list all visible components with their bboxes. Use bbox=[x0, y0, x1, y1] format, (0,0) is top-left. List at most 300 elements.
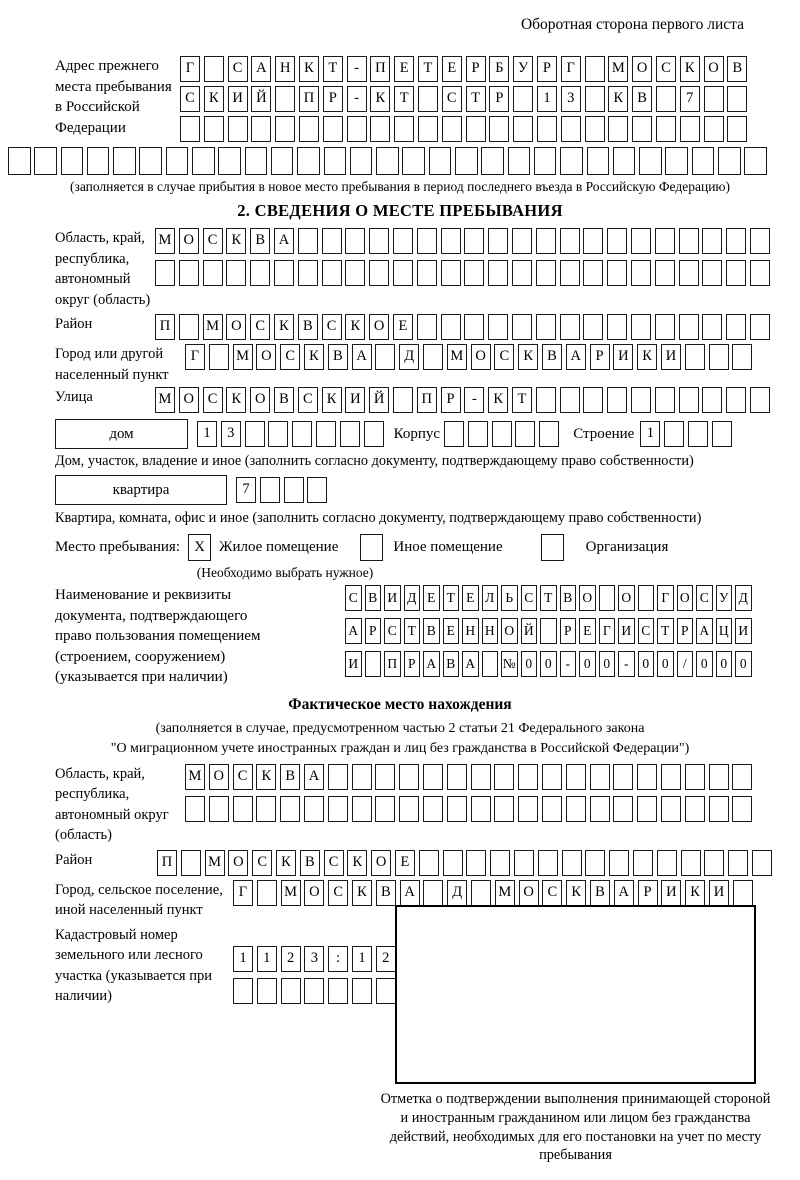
char-cell[interactable] bbox=[657, 850, 677, 876]
char-cell[interactable]: Р bbox=[590, 344, 610, 370]
char-cell[interactable] bbox=[203, 260, 223, 286]
char-cell[interactable]: И bbox=[709, 880, 729, 906]
char-cell[interactable] bbox=[587, 147, 610, 175]
char-cell[interactable] bbox=[113, 147, 136, 175]
char-cell[interactable] bbox=[209, 796, 229, 822]
char-cell[interactable] bbox=[681, 850, 701, 876]
char-cell[interactable]: М bbox=[155, 228, 175, 254]
char-cell[interactable] bbox=[155, 260, 175, 286]
char-cell[interactable] bbox=[179, 314, 199, 340]
char-cell[interactable]: М bbox=[608, 56, 628, 82]
char-cell[interactable]: С bbox=[322, 314, 342, 340]
char-cell[interactable]: О bbox=[228, 850, 248, 876]
org-checkbox[interactable] bbox=[541, 534, 564, 561]
char-cell[interactable] bbox=[328, 764, 348, 790]
char-cell[interactable]: 1 bbox=[257, 946, 277, 972]
char-cell[interactable]: С bbox=[228, 56, 248, 82]
char-cell[interactable] bbox=[631, 228, 651, 254]
char-cell[interactable] bbox=[631, 387, 651, 413]
char-cell[interactable] bbox=[444, 421, 464, 447]
char-cell[interactable] bbox=[471, 764, 491, 790]
char-cell[interactable] bbox=[393, 260, 413, 286]
char-cell[interactable] bbox=[727, 86, 747, 112]
char-cell[interactable]: 3 bbox=[304, 946, 324, 972]
char-cell[interactable]: О bbox=[501, 618, 518, 644]
char-cell[interactable] bbox=[732, 796, 752, 822]
char-cell[interactable] bbox=[257, 880, 277, 906]
char-cell[interactable]: П bbox=[384, 651, 401, 677]
char-cell[interactable] bbox=[209, 344, 229, 370]
char-cell[interactable] bbox=[639, 147, 662, 175]
char-cell[interactable]: М bbox=[185, 764, 205, 790]
char-cell[interactable]: О bbox=[226, 314, 246, 340]
char-cell[interactable] bbox=[228, 116, 248, 142]
char-cell[interactable] bbox=[508, 147, 531, 175]
char-cell[interactable]: Й bbox=[369, 387, 389, 413]
char-cell[interactable]: Е bbox=[395, 850, 415, 876]
char-cell[interactable] bbox=[585, 86, 605, 112]
char-cell[interactable]: Е bbox=[579, 618, 596, 644]
char-cell[interactable] bbox=[726, 228, 746, 254]
char-cell[interactable]: С bbox=[324, 850, 344, 876]
char-cell[interactable] bbox=[518, 796, 538, 822]
char-cell[interactable]: А bbox=[304, 764, 324, 790]
char-cell[interactable] bbox=[583, 260, 603, 286]
char-cell[interactable] bbox=[613, 764, 633, 790]
char-cell[interactable]: К bbox=[488, 387, 508, 413]
char-cell[interactable]: А bbox=[345, 618, 362, 644]
char-cell[interactable] bbox=[679, 260, 699, 286]
char-cell[interactable]: К bbox=[304, 344, 324, 370]
char-cell[interactable]: А bbox=[423, 651, 440, 677]
char-cell[interactable] bbox=[744, 147, 767, 175]
char-cell[interactable] bbox=[631, 314, 651, 340]
char-cell[interactable]: И bbox=[345, 387, 365, 413]
char-cell[interactable] bbox=[750, 314, 770, 340]
char-cell[interactable] bbox=[513, 116, 533, 142]
char-cell[interactable]: Г bbox=[185, 344, 205, 370]
char-cell[interactable] bbox=[328, 796, 348, 822]
char-cell[interactable] bbox=[441, 314, 461, 340]
char-cell[interactable] bbox=[542, 764, 562, 790]
char-cell[interactable] bbox=[752, 850, 772, 876]
char-cell[interactable]: Т bbox=[443, 585, 460, 611]
char-cell[interactable] bbox=[393, 228, 413, 254]
char-cell[interactable]: 0 bbox=[638, 651, 655, 677]
char-cell[interactable] bbox=[447, 796, 467, 822]
char-cell[interactable] bbox=[399, 796, 419, 822]
char-cell[interactable] bbox=[375, 344, 395, 370]
char-cell[interactable]: Н bbox=[482, 618, 499, 644]
char-cell[interactable]: Р bbox=[441, 387, 461, 413]
char-cell[interactable] bbox=[585, 850, 605, 876]
char-cell[interactable] bbox=[583, 387, 603, 413]
char-cell[interactable]: Р bbox=[638, 880, 658, 906]
char-cell[interactable]: О bbox=[179, 228, 199, 254]
char-cell[interactable] bbox=[455, 147, 478, 175]
char-cell[interactable] bbox=[8, 147, 31, 175]
char-cell[interactable] bbox=[518, 764, 538, 790]
char-cell[interactable]: С bbox=[233, 764, 253, 790]
char-cell[interactable] bbox=[726, 260, 746, 286]
char-cell[interactable] bbox=[709, 764, 729, 790]
char-cell[interactable] bbox=[233, 796, 253, 822]
char-cell[interactable] bbox=[418, 116, 438, 142]
char-cell[interactable]: В bbox=[423, 618, 440, 644]
char-cell[interactable] bbox=[656, 116, 676, 142]
char-cell[interactable]: А bbox=[566, 344, 586, 370]
char-cell[interactable] bbox=[585, 56, 605, 82]
char-cell[interactable] bbox=[298, 228, 318, 254]
char-cell[interactable] bbox=[560, 314, 580, 340]
char-cell[interactable] bbox=[466, 850, 486, 876]
char-cell[interactable]: М bbox=[203, 314, 223, 340]
char-cell[interactable]: О bbox=[471, 344, 491, 370]
char-cell[interactable] bbox=[417, 260, 437, 286]
char-cell[interactable] bbox=[680, 116, 700, 142]
char-cell[interactable]: В bbox=[727, 56, 747, 82]
char-cell[interactable]: 1 bbox=[537, 86, 557, 112]
char-cell[interactable]: 0 bbox=[579, 651, 596, 677]
char-cell[interactable] bbox=[599, 585, 616, 611]
char-cell[interactable] bbox=[274, 260, 294, 286]
char-cell[interactable] bbox=[560, 260, 580, 286]
char-cell[interactable] bbox=[566, 796, 586, 822]
char-cell[interactable] bbox=[87, 147, 110, 175]
char-cell[interactable] bbox=[352, 978, 372, 1004]
char-cell[interactable]: С bbox=[345, 585, 362, 611]
char-cell[interactable] bbox=[488, 314, 508, 340]
char-cell[interactable]: К bbox=[226, 387, 246, 413]
char-cell[interactable] bbox=[423, 880, 443, 906]
char-cell[interactable] bbox=[712, 421, 732, 447]
char-cell[interactable] bbox=[250, 260, 270, 286]
char-cell[interactable]: В bbox=[560, 585, 577, 611]
char-cell[interactable]: Р bbox=[537, 56, 557, 82]
char-cell[interactable] bbox=[245, 421, 265, 447]
char-cell[interactable]: М bbox=[155, 387, 175, 413]
char-cell[interactable]: 0 bbox=[696, 651, 713, 677]
char-cell[interactable]: 3 bbox=[561, 86, 581, 112]
char-cell[interactable]: Р bbox=[677, 618, 694, 644]
char-cell[interactable] bbox=[268, 421, 288, 447]
char-cell[interactable]: Н bbox=[275, 56, 295, 82]
char-cell[interactable]: - bbox=[464, 387, 484, 413]
char-cell[interactable] bbox=[607, 228, 627, 254]
char-cell[interactable]: Д bbox=[735, 585, 752, 611]
char-cell[interactable] bbox=[536, 228, 556, 254]
char-cell[interactable] bbox=[702, 387, 722, 413]
char-cell[interactable] bbox=[284, 477, 304, 503]
char-cell[interactable]: К bbox=[322, 387, 342, 413]
char-cell[interactable]: А bbox=[462, 651, 479, 677]
char-cell[interactable] bbox=[166, 147, 189, 175]
char-cell[interactable] bbox=[181, 850, 201, 876]
char-cell[interactable] bbox=[656, 86, 676, 112]
char-cell[interactable]: 2 bbox=[281, 946, 301, 972]
char-cell[interactable]: В bbox=[274, 387, 294, 413]
char-cell[interactable] bbox=[665, 147, 688, 175]
char-cell[interactable] bbox=[275, 86, 295, 112]
char-cell[interactable] bbox=[364, 421, 384, 447]
char-cell[interactable] bbox=[464, 260, 484, 286]
char-cell[interactable] bbox=[369, 260, 389, 286]
char-cell[interactable]: Е bbox=[462, 585, 479, 611]
char-cell[interactable] bbox=[633, 850, 653, 876]
char-cell[interactable] bbox=[340, 421, 360, 447]
char-cell[interactable] bbox=[418, 86, 438, 112]
char-cell[interactable]: 1 bbox=[352, 946, 372, 972]
char-cell[interactable] bbox=[423, 764, 443, 790]
char-cell[interactable] bbox=[376, 147, 399, 175]
char-cell[interactable] bbox=[637, 796, 657, 822]
char-cell[interactable] bbox=[685, 764, 705, 790]
char-cell[interactable]: Г bbox=[561, 56, 581, 82]
char-cell[interactable] bbox=[513, 86, 533, 112]
char-cell[interactable] bbox=[632, 116, 652, 142]
char-cell[interactable]: С bbox=[252, 850, 272, 876]
char-cell[interactable]: Т bbox=[404, 618, 421, 644]
char-cell[interactable] bbox=[607, 314, 627, 340]
char-cell[interactable]: Р bbox=[365, 618, 382, 644]
char-cell[interactable] bbox=[655, 228, 675, 254]
char-cell[interactable]: И bbox=[735, 618, 752, 644]
char-cell[interactable] bbox=[423, 796, 443, 822]
char-cell[interactable] bbox=[560, 228, 580, 254]
char-cell[interactable]: 0 bbox=[716, 651, 733, 677]
char-cell[interactable] bbox=[637, 764, 657, 790]
char-cell[interactable] bbox=[245, 147, 268, 175]
char-cell[interactable] bbox=[613, 796, 633, 822]
char-cell[interactable] bbox=[365, 651, 382, 677]
char-cell[interactable]: Т bbox=[657, 618, 674, 644]
char-cell[interactable] bbox=[728, 850, 748, 876]
char-cell[interactable]: С bbox=[298, 387, 318, 413]
char-cell[interactable] bbox=[702, 260, 722, 286]
char-cell[interactable] bbox=[256, 796, 276, 822]
char-cell[interactable]: П bbox=[299, 86, 319, 112]
char-cell[interactable] bbox=[583, 314, 603, 340]
char-cell[interactable] bbox=[536, 314, 556, 340]
char-cell[interactable]: И bbox=[384, 585, 401, 611]
char-cell[interactable] bbox=[732, 344, 752, 370]
char-cell[interactable]: С bbox=[696, 585, 713, 611]
char-cell[interactable] bbox=[185, 796, 205, 822]
char-cell[interactable]: № bbox=[501, 651, 518, 677]
char-cell[interactable]: В bbox=[298, 314, 318, 340]
inoe-checkbox[interactable] bbox=[360, 534, 383, 561]
char-cell[interactable] bbox=[718, 147, 741, 175]
char-cell[interactable]: О bbox=[618, 585, 635, 611]
char-cell[interactable]: В bbox=[300, 850, 320, 876]
char-cell[interactable] bbox=[750, 228, 770, 254]
char-cell[interactable]: И bbox=[613, 344, 633, 370]
char-cell[interactable]: О bbox=[632, 56, 652, 82]
char-cell[interactable] bbox=[607, 260, 627, 286]
char-cell[interactable]: А bbox=[352, 344, 372, 370]
char-cell[interactable] bbox=[655, 314, 675, 340]
char-cell[interactable]: А bbox=[696, 618, 713, 644]
char-cell[interactable] bbox=[275, 116, 295, 142]
char-cell[interactable]: С bbox=[384, 618, 401, 644]
char-cell[interactable]: 3 bbox=[221, 421, 241, 447]
char-cell[interactable]: О bbox=[256, 344, 276, 370]
char-cell[interactable]: Т bbox=[394, 86, 414, 112]
char-cell[interactable]: Е bbox=[393, 314, 413, 340]
char-cell[interactable] bbox=[490, 850, 510, 876]
char-cell[interactable] bbox=[299, 116, 319, 142]
char-cell[interactable] bbox=[540, 618, 557, 644]
char-cell[interactable]: В bbox=[328, 344, 348, 370]
char-cell[interactable]: 7 bbox=[236, 477, 256, 503]
char-cell[interactable]: М bbox=[495, 880, 515, 906]
char-cell[interactable]: К bbox=[637, 344, 657, 370]
char-cell[interactable] bbox=[488, 260, 508, 286]
char-cell[interactable] bbox=[192, 147, 215, 175]
char-cell[interactable]: 1 bbox=[233, 946, 253, 972]
char-cell[interactable]: У bbox=[513, 56, 533, 82]
char-cell[interactable] bbox=[492, 421, 512, 447]
char-cell[interactable] bbox=[702, 314, 722, 340]
char-cell[interactable] bbox=[471, 796, 491, 822]
char-cell[interactable]: П bbox=[370, 56, 390, 82]
char-cell[interactable]: В bbox=[365, 585, 382, 611]
char-cell[interactable]: Г bbox=[599, 618, 616, 644]
char-cell[interactable] bbox=[375, 796, 395, 822]
char-cell[interactable]: О bbox=[371, 850, 391, 876]
char-cell[interactable] bbox=[307, 477, 327, 503]
char-cell[interactable] bbox=[638, 585, 655, 611]
char-cell[interactable]: Г bbox=[233, 880, 253, 906]
char-cell[interactable]: О bbox=[304, 880, 324, 906]
char-cell[interactable]: С bbox=[638, 618, 655, 644]
char-cell[interactable] bbox=[512, 260, 532, 286]
char-cell[interactable]: 1 bbox=[197, 421, 217, 447]
char-cell[interactable] bbox=[328, 978, 348, 1004]
char-cell[interactable] bbox=[352, 796, 372, 822]
char-cell[interactable]: И bbox=[345, 651, 362, 677]
char-cell[interactable] bbox=[590, 796, 610, 822]
char-cell[interactable] bbox=[442, 116, 462, 142]
char-cell[interactable]: 0 bbox=[521, 651, 538, 677]
char-cell[interactable]: Д bbox=[447, 880, 467, 906]
char-cell[interactable] bbox=[441, 260, 461, 286]
char-cell[interactable]: Ь bbox=[501, 585, 518, 611]
char-cell[interactable] bbox=[257, 978, 277, 1004]
char-cell[interactable] bbox=[583, 228, 603, 254]
char-cell[interactable] bbox=[512, 228, 532, 254]
char-cell[interactable]: Г bbox=[180, 56, 200, 82]
char-cell[interactable] bbox=[322, 260, 342, 286]
char-cell[interactable] bbox=[464, 314, 484, 340]
char-cell[interactable] bbox=[661, 796, 681, 822]
char-cell[interactable]: - bbox=[560, 651, 577, 677]
char-cell[interactable] bbox=[560, 147, 583, 175]
char-cell[interactable] bbox=[539, 421, 559, 447]
char-cell[interactable]: В bbox=[443, 651, 460, 677]
char-cell[interactable] bbox=[402, 147, 425, 175]
char-cell[interactable] bbox=[370, 116, 390, 142]
char-cell[interactable] bbox=[218, 147, 241, 175]
char-cell[interactable]: П bbox=[417, 387, 437, 413]
char-cell[interactable] bbox=[655, 260, 675, 286]
char-cell[interactable] bbox=[609, 850, 629, 876]
char-cell[interactable] bbox=[316, 421, 336, 447]
char-cell[interactable]: 0 bbox=[735, 651, 752, 677]
char-cell[interactable] bbox=[61, 147, 84, 175]
char-cell[interactable] bbox=[702, 228, 722, 254]
char-cell[interactable]: Р bbox=[560, 618, 577, 644]
char-cell[interactable] bbox=[704, 850, 724, 876]
char-cell[interactable] bbox=[376, 978, 396, 1004]
char-cell[interactable] bbox=[297, 147, 320, 175]
char-cell[interactable] bbox=[466, 116, 486, 142]
char-cell[interactable] bbox=[613, 147, 636, 175]
char-cell[interactable] bbox=[399, 764, 419, 790]
char-cell[interactable] bbox=[280, 796, 300, 822]
char-cell[interactable] bbox=[704, 86, 724, 112]
char-cell[interactable] bbox=[468, 421, 488, 447]
char-cell[interactable] bbox=[566, 764, 586, 790]
char-cell[interactable] bbox=[179, 260, 199, 286]
char-cell[interactable] bbox=[726, 314, 746, 340]
char-cell[interactable]: В bbox=[250, 228, 270, 254]
char-cell[interactable]: К bbox=[566, 880, 586, 906]
char-cell[interactable] bbox=[323, 116, 343, 142]
char-cell[interactable] bbox=[515, 421, 535, 447]
char-cell[interactable]: 0 bbox=[599, 651, 616, 677]
char-cell[interactable]: Т bbox=[466, 86, 486, 112]
char-cell[interactable]: П bbox=[155, 314, 175, 340]
char-cell[interactable] bbox=[536, 387, 556, 413]
char-cell[interactable]: О bbox=[519, 880, 539, 906]
char-cell[interactable] bbox=[347, 116, 367, 142]
char-cell[interactable]: К bbox=[204, 86, 224, 112]
char-cell[interactable] bbox=[537, 116, 557, 142]
char-cell[interactable] bbox=[704, 116, 724, 142]
char-cell[interactable]: Р bbox=[466, 56, 486, 82]
char-cell[interactable]: О bbox=[250, 387, 270, 413]
char-cell[interactable]: Р bbox=[489, 86, 509, 112]
char-cell[interactable]: Е bbox=[442, 56, 462, 82]
char-cell[interactable]: / bbox=[677, 651, 694, 677]
char-cell[interactable]: - bbox=[347, 56, 367, 82]
char-cell[interactable]: В bbox=[632, 86, 652, 112]
char-cell[interactable]: С bbox=[656, 56, 676, 82]
char-cell[interactable] bbox=[369, 228, 389, 254]
char-cell[interactable]: В bbox=[590, 880, 610, 906]
char-cell[interactable] bbox=[727, 116, 747, 142]
char-cell[interactable] bbox=[298, 260, 318, 286]
char-cell[interactable]: Р bbox=[404, 651, 421, 677]
char-cell[interactable]: А bbox=[251, 56, 271, 82]
char-cell[interactable]: И bbox=[661, 344, 681, 370]
char-cell[interactable]: А bbox=[400, 880, 420, 906]
char-cell[interactable]: К bbox=[274, 314, 294, 340]
char-cell[interactable]: К bbox=[352, 880, 372, 906]
char-cell[interactable]: Д bbox=[399, 344, 419, 370]
char-cell[interactable] bbox=[322, 228, 342, 254]
char-cell[interactable] bbox=[489, 116, 509, 142]
char-cell[interactable] bbox=[443, 850, 463, 876]
char-cell[interactable] bbox=[685, 344, 705, 370]
char-cell[interactable]: О bbox=[179, 387, 199, 413]
char-cell[interactable] bbox=[750, 387, 770, 413]
char-cell[interactable]: С bbox=[203, 228, 223, 254]
char-cell[interactable] bbox=[429, 147, 452, 175]
char-cell[interactable] bbox=[607, 387, 627, 413]
char-cell[interactable] bbox=[394, 116, 414, 142]
